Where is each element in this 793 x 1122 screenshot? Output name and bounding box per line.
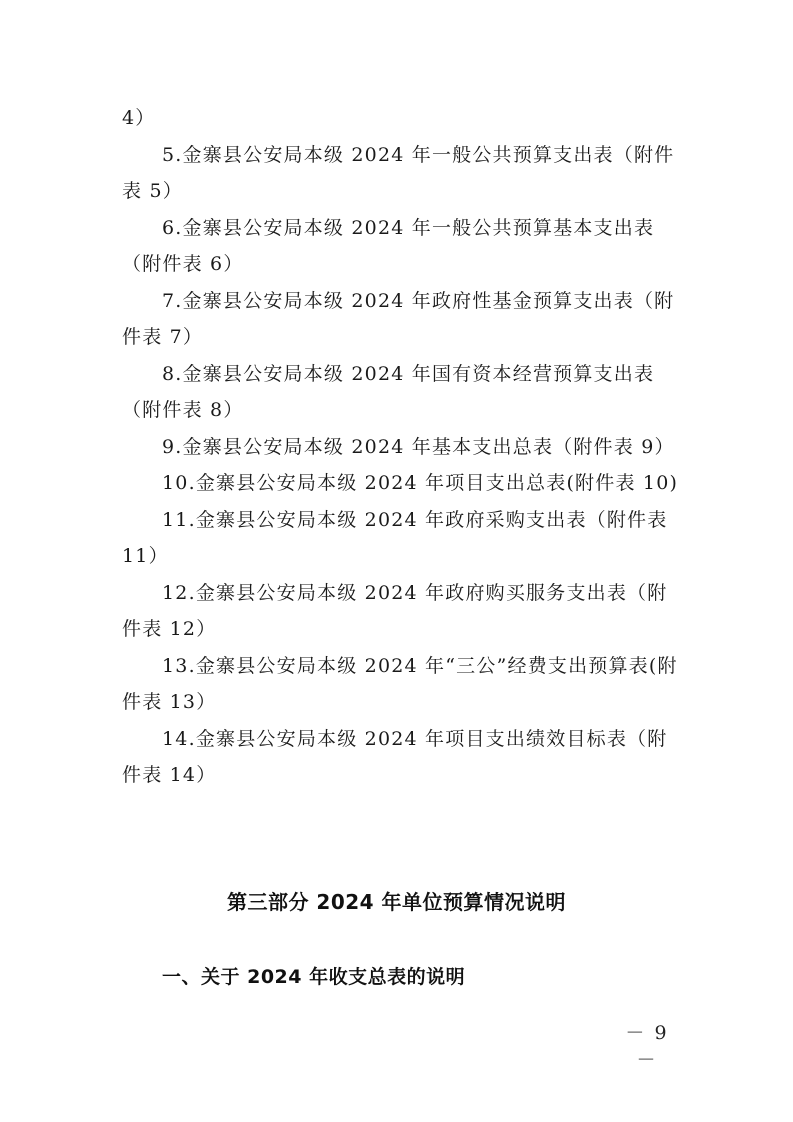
list-item-13: 13.金寨县公安局本级 2024 年“三公”经费支出预算表(附 [162, 654, 678, 677]
list-item-14: 14.金寨县公安局本级 2024 年项目支出绩效目标表（附 [162, 727, 668, 750]
list-item-7: 7.金寨县公安局本级 2024 年政府性基金预算支出表（附 [162, 289, 675, 312]
list-item-5-continuation: 表 5） [122, 180, 183, 202]
list-item-7-continuation: 件表 7） [122, 326, 204, 348]
list-item-12: 12.金寨县公安局本级 2024 年政府购买服务支出表（附 [162, 581, 668, 604]
list-item-14-continuation: 件表 14） [122, 764, 217, 786]
list-item-6-continuation: （附件表 6） [122, 253, 244, 275]
list-item-13-continuation: 件表 13） [122, 691, 217, 713]
list-item-11: 11.金寨县公安局本级 2024 年政府采购支出表（附件表 [162, 508, 668, 531]
list-item-9: 9.金寨县公安局本级 2024 年基本支出总表（附件表 9） [162, 435, 675, 458]
section-title: 第三部分 2024 年单位预算情况说明 [226, 890, 567, 914]
list-item-10: 10.金寨县公安局本级 2024 年项目支出总表(附件表 10) [162, 472, 679, 494]
list-item-8-continuation: （附件表 8） [122, 399, 244, 421]
list-item-8: 8.金寨县公安局本级 2024 年国有资本经营预算支出表 [162, 362, 655, 385]
list-item-5: 5.金寨县公安局本级 2024 年一般公共预算支出表（附件 [162, 143, 675, 166]
list-item-12-continuation: 件表 12） [122, 618, 217, 640]
list-item-11-continuation: 11） [122, 545, 169, 567]
section-subtitle: 一、关于 2024 年收支总表的说明 [162, 966, 466, 988]
attachment-list [122, 100, 679, 794]
list-item-6: 6.金寨县公安局本级 2024 年一般公共预算基本支出表 [162, 216, 655, 239]
list-item-continuation: 4） [122, 107, 156, 129]
page-number: － 9 － [625, 1022, 669, 1071]
